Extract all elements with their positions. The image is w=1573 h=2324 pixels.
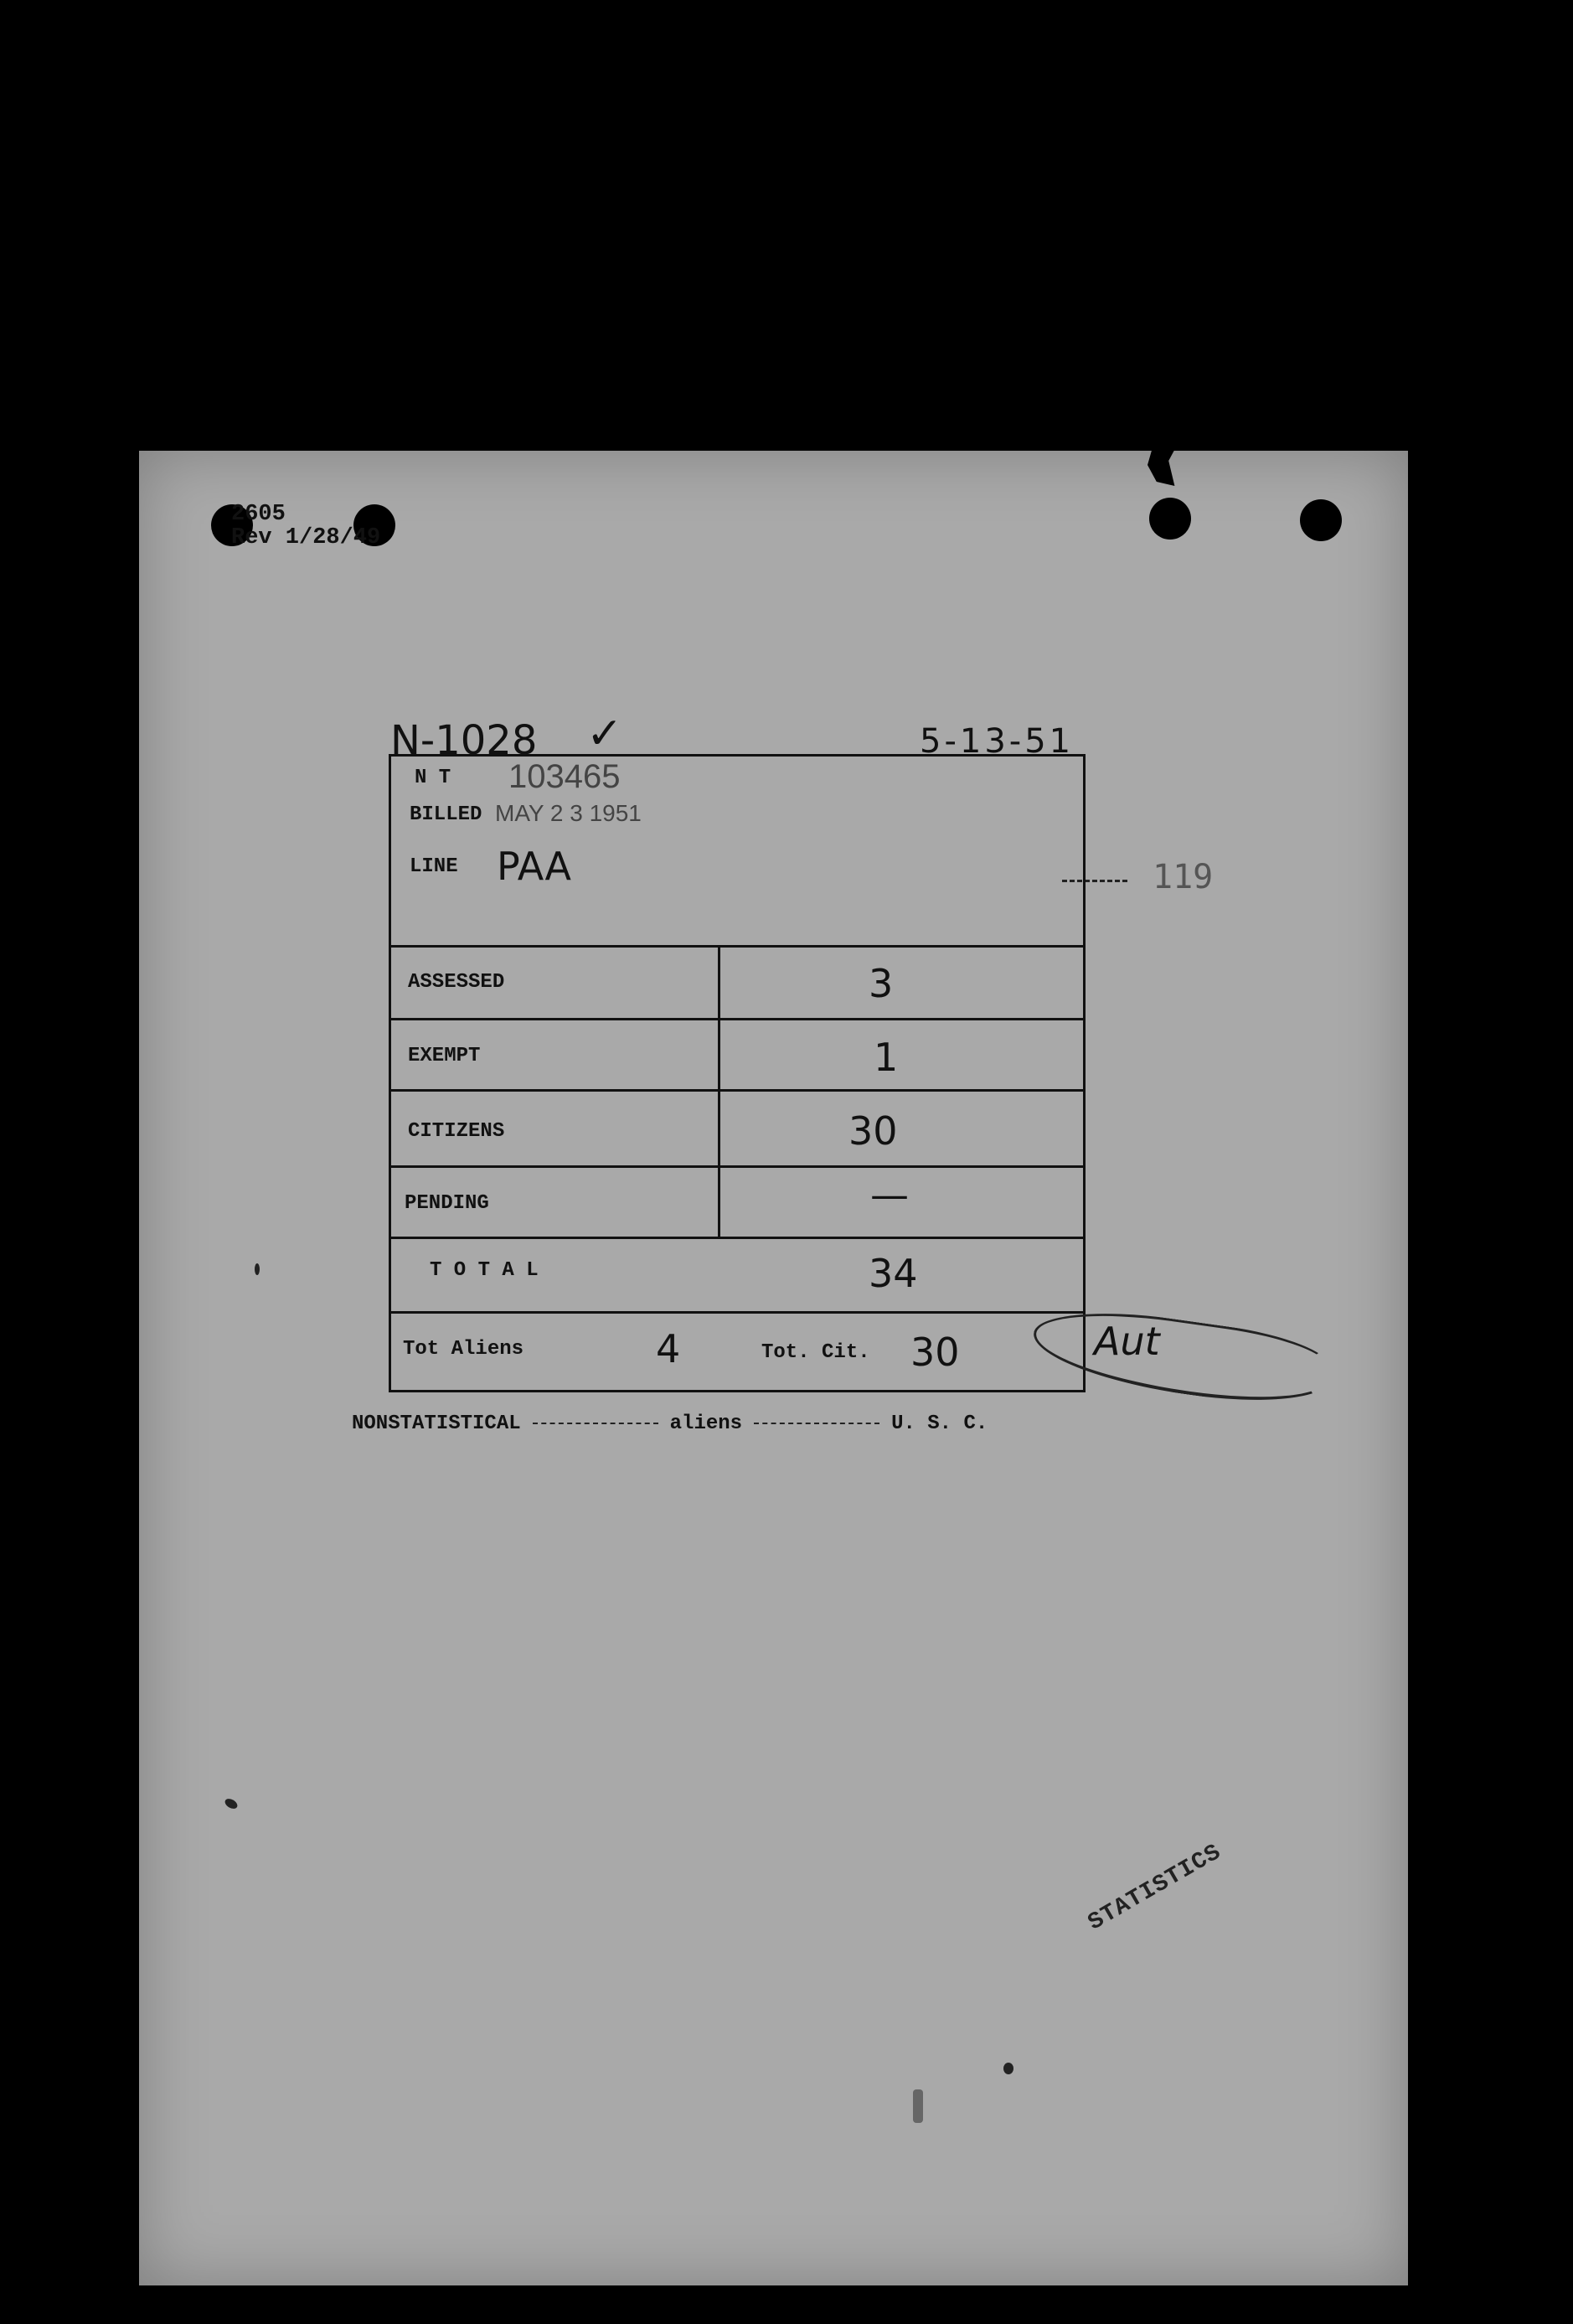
tot-cit-label: Tot. Cit.: [761, 1341, 870, 1364]
document-date: 5-13-51: [920, 722, 1075, 761]
check-mark-icon: ✓: [586, 709, 623, 759]
citizens-label: CITIZENS: [408, 1120, 505, 1143]
usc-label: U. S. C.: [891, 1412, 988, 1435]
tot-cit-value: 30: [910, 1330, 960, 1375]
exempt-value: 1: [874, 1035, 899, 1080]
form-number: 2605: [231, 502, 286, 527]
side-number: 119: [1153, 858, 1214, 896]
divider: [391, 1311, 1083, 1314]
divider: [391, 1089, 1083, 1092]
nonstatistical-line: [352, 1412, 988, 1435]
divider: [391, 1018, 1083, 1020]
ink-spot: [1003, 2063, 1013, 2074]
manifest-form: [389, 754, 1086, 1392]
tot-aliens-value: 4: [656, 1326, 681, 1371]
smudge: [913, 2089, 923, 2123]
aliens-label: aliens: [669, 1412, 743, 1435]
nt-label: N T: [415, 767, 451, 789]
blank-line: [533, 1423, 658, 1424]
form-code: [231, 503, 380, 550]
column-divider: [718, 945, 720, 1237]
nt-value: 103465: [508, 758, 621, 795]
pending-value: —: [870, 1172, 909, 1217]
citizens-value: 30: [848, 1108, 898, 1154]
divider: [391, 1237, 1083, 1239]
assessed-value: 3: [869, 961, 894, 1006]
punch-hole: [1149, 498, 1191, 540]
billed-label: BILLED: [410, 803, 482, 826]
punch-hole: [1300, 499, 1342, 541]
initials: Aut: [1094, 1319, 1160, 1364]
divider: [391, 1165, 1083, 1168]
line-value: PAA: [497, 844, 572, 889]
ink-spot: [255, 1263, 260, 1275]
statistics-stamp: STATISTICS: [1084, 1839, 1226, 1937]
pending-label: PENDING: [405, 1192, 489, 1215]
tot-aliens-label: Tot Aliens: [403, 1338, 524, 1361]
nonstatistical-label: NONSTATISTICAL: [352, 1412, 521, 1435]
line-label: LINE: [410, 855, 458, 878]
assessed-label: ASSESSED: [408, 971, 505, 994]
billed-date: MAY 2 3 1951: [495, 800, 642, 826]
reference-number: N-1028: [390, 717, 538, 764]
blank-line: [754, 1423, 879, 1424]
total-value: 34: [869, 1251, 918, 1296]
total-label: T O T A L: [430, 1259, 539, 1282]
form-revision: Rev 1/28/49: [231, 525, 381, 550]
divider: [391, 945, 1083, 948]
exempt-label: EXEMPT: [408, 1045, 481, 1067]
